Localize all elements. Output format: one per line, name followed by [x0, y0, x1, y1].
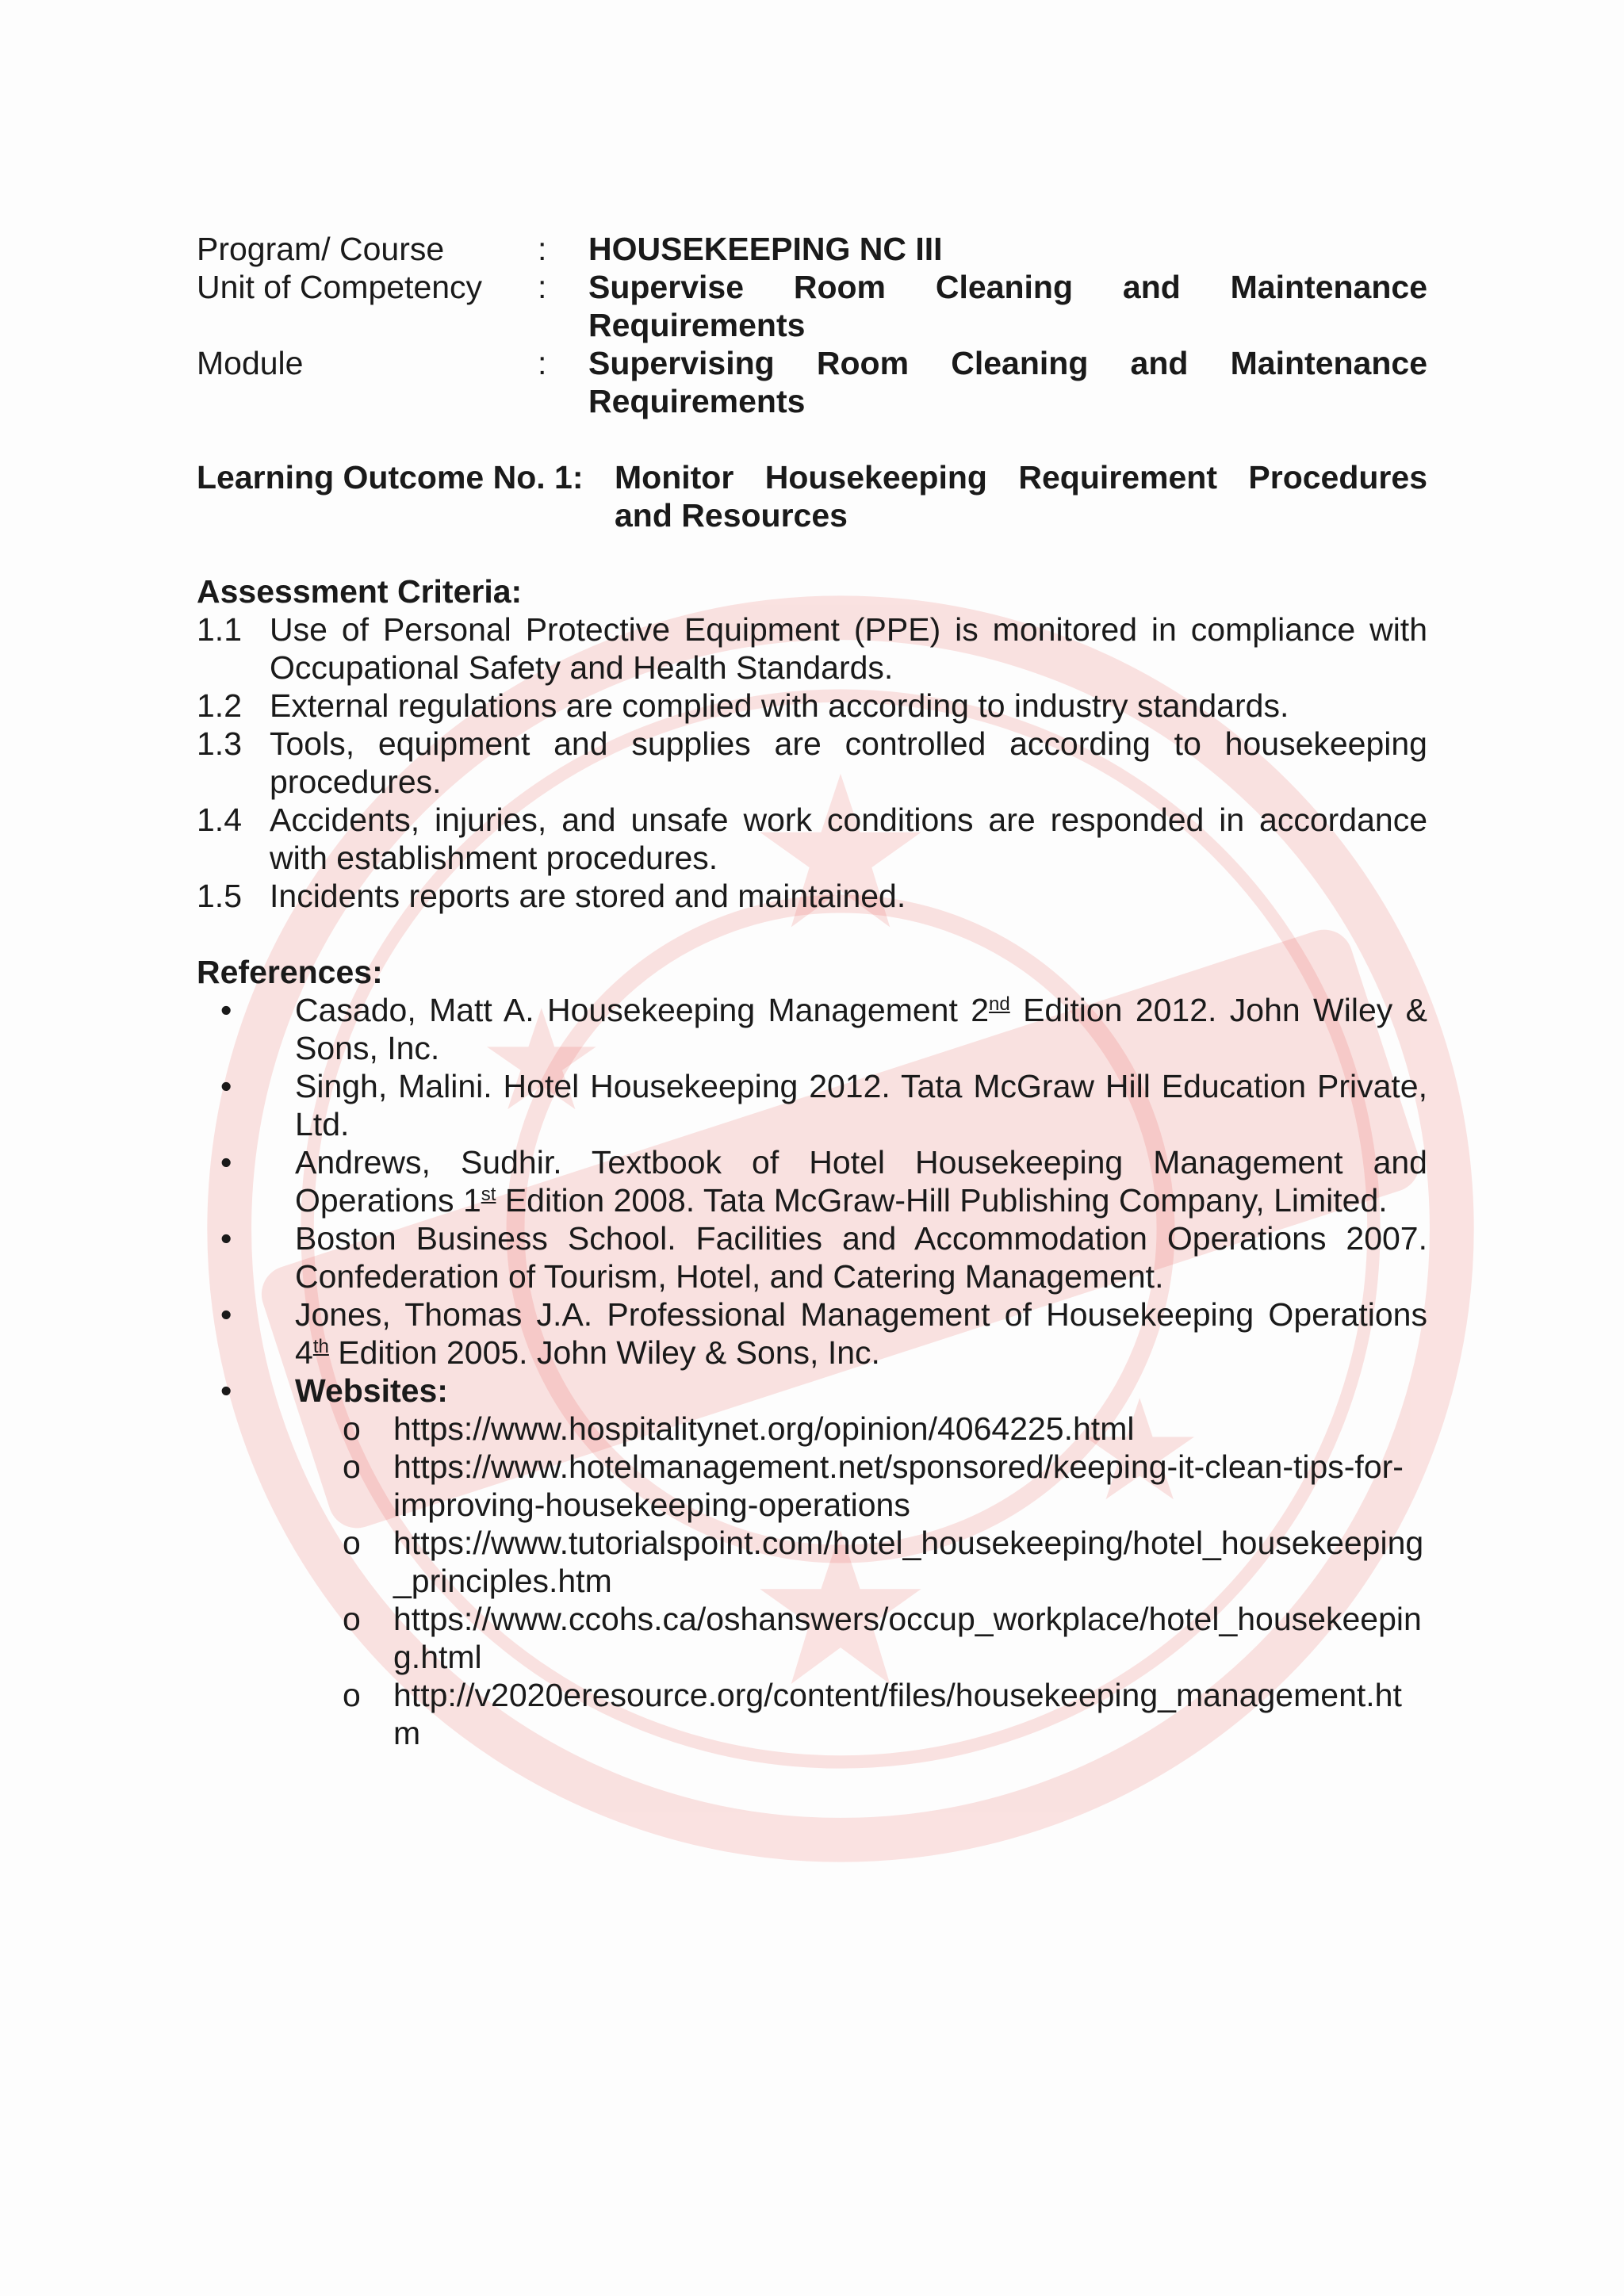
criterion-item [197, 877, 1427, 915]
reference-text: Andrews, Sudhir. Textbook of Hotel Housekeeping Management and Operations 1st Edition 2008. Tata McGraw-Hill Publishing Company, Limited. [295, 1144, 1427, 1219]
program-label: Program/ Course [197, 231, 445, 267]
website-item [197, 1676, 1427, 1752]
website-link[interactable]: https://www.tutorialspoint.com/hotel_housekeeping/hotel_housekeeping_principles.htm [393, 1525, 1424, 1599]
criterion-item [197, 610, 1427, 687]
bullet-icon: • [220, 1296, 232, 1333]
website-link[interactable]: https://www.hotelmanagement.net/sponsored/keeping-it-clean-tips-for-improving-housekeeping-operations [393, 1448, 1404, 1523]
criterion-text: Tools, equipment and supplies are controlled according to housekeeping procedures. [270, 725, 1427, 800]
sub-bullet-icon: o [343, 1677, 361, 1713]
program-value: HOUSEKEEPING NC III [588, 231, 943, 267]
unit-value-line1: Supervise Room Cleaning and Maintenance [588, 269, 1427, 305]
module-colon: : [538, 345, 547, 381]
module-value-line2: Requirements [588, 383, 806, 419]
learning-outcome [197, 458, 1427, 534]
unit-value-line2: Requirements [588, 307, 806, 343]
criterion-item [197, 687, 1427, 725]
bullet-icon: • [220, 1220, 232, 1257]
criterion-number: 1.1 [197, 611, 242, 648]
reference-item [197, 1295, 1427, 1372]
module-value-line1: Supervising Room Cleaning and Maintenance [588, 345, 1427, 381]
learning-outcome-label: Learning Outcome No. 1: [197, 459, 584, 496]
reference-item [197, 991, 1427, 1067]
criterion-text: Incidents reports are stored and maintained. [270, 878, 906, 914]
sub-bullet-icon: o [343, 1410, 361, 1447]
website-link[interactable]: https://www.hospitalitynet.org/opinion/4064225.html [393, 1410, 1135, 1447]
unit-label: Unit of Competency [197, 269, 483, 305]
website-link[interactable]: https://www.ccohs.ca/oshanswers/occup_workplace/hotel_housekeeping.html [393, 1601, 1422, 1675]
criterion-number: 1.2 [197, 687, 242, 724]
website-item [197, 1448, 1427, 1524]
module-row [197, 344, 1427, 420]
module-value [588, 344, 1427, 420]
learning-outcome-line1: Monitor Housekeeping Requirement Procedures [615, 459, 1427, 496]
reference-item [197, 1067, 1427, 1143]
criterion-number: 1.4 [197, 802, 242, 838]
sub-bullet-icon: o [343, 1525, 361, 1561]
criterion-text: External regulations are complied with according to industry standards. [270, 687, 1289, 724]
bullet-icon: • [220, 1372, 232, 1409]
criterion-text: Use of Personal Protective Equipment (PPE) is monitored in compliance with Occupational Safety and Health Standards. [270, 611, 1427, 686]
criterion-item [197, 725, 1427, 801]
bullet-icon: • [220, 992, 232, 1028]
reference-text: Casado, Matt A. Housekeeping Management 2nd Edition 2012. John Wiley & Sons, Inc. [295, 992, 1427, 1066]
reference-text: Jones, Thomas J.A. Professional Management of Housekeeping Operations 4th Edition 2005. John Wiley & Sons, Inc. [295, 1296, 1427, 1371]
website-item [197, 1600, 1427, 1676]
unit-value [588, 268, 1427, 344]
unit-colon: : [538, 269, 547, 305]
websites-label: Websites: [295, 1372, 448, 1409]
program-row [197, 230, 1427, 268]
criterion-text: Accidents, injuries, and unsafe work conditions are responded in accordance with establishment procedures. [270, 802, 1427, 876]
learning-outcome-line2: and Resources [615, 497, 848, 534]
learning-outcome-value [615, 458, 1427, 534]
criterion-number: 1.5 [197, 878, 242, 914]
assessment-criteria-title: Assessment Criteria: [197, 573, 523, 610]
module-label: Module [197, 345, 304, 381]
criterion-item [197, 801, 1427, 877]
references-list [197, 991, 1427, 1752]
reference-item [197, 1219, 1427, 1295]
sub-bullet-icon: o [343, 1448, 361, 1485]
references-title: References: [197, 954, 383, 990]
bullet-icon: • [220, 1068, 232, 1104]
assessment-criteria-list [197, 610, 1427, 915]
sub-bullet-icon: o [343, 1601, 361, 1637]
unit-row [197, 268, 1427, 344]
reference-item [197, 1143, 1427, 1219]
bullet-icon: • [220, 1144, 232, 1181]
reference-text: Singh, Malini. Hotel Housekeeping 2012. Tata McGraw Hill Education Private, Ltd. [295, 1068, 1427, 1142]
criterion-number: 1.3 [197, 725, 242, 762]
document-page [197, 230, 1427, 1752]
reference-text: Boston Business School. Facilities and Accommodation Operations 2007. Confederation of Tourism, Hotel, and Catering Management. [295, 1220, 1427, 1295]
reference-item-websites [197, 1372, 1427, 1410]
website-item [197, 1524, 1427, 1600]
website-link[interactable]: http://v2020eresource.org/content/files/housekeeping_management.htm [393, 1677, 1402, 1751]
program-colon: : [538, 231, 547, 267]
website-item [197, 1410, 1427, 1448]
